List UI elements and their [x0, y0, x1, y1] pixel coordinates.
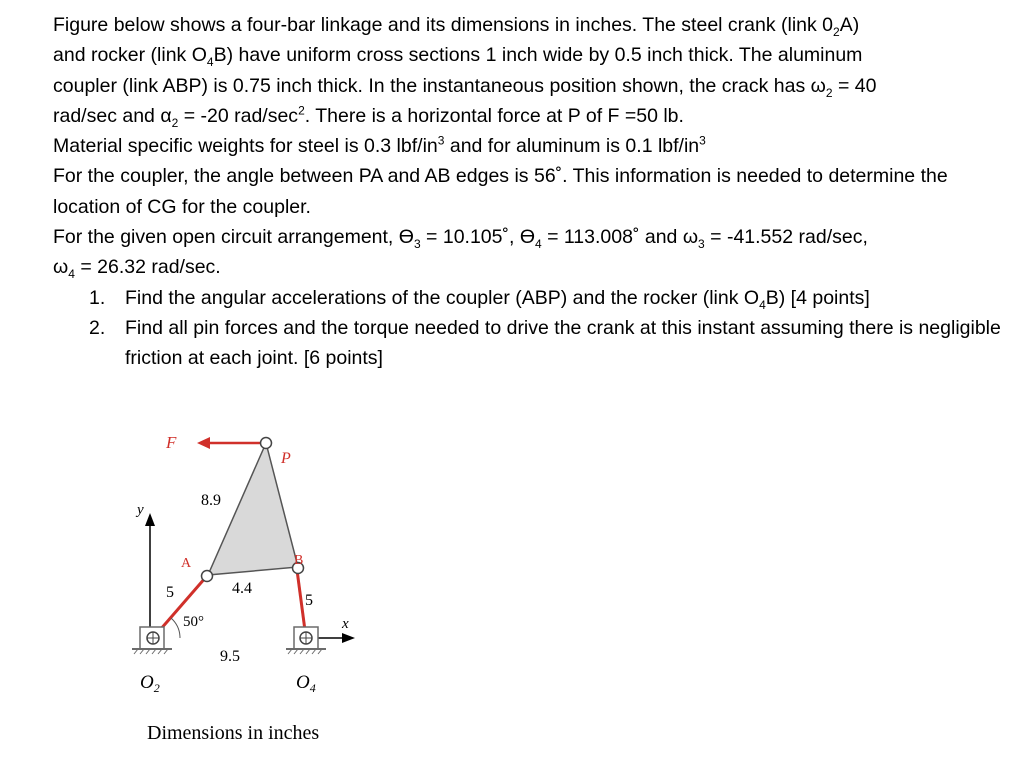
dim-4-4: 4.4 — [232, 580, 252, 597]
subscript: 2 — [171, 115, 179, 130]
y-axis-arrow — [145, 513, 155, 526]
dim-9-5: 9.5 — [220, 648, 240, 665]
label-b: B — [294, 553, 304, 568]
linkage-figure — [110, 425, 370, 755]
ground-support-o2 — [132, 627, 172, 654]
text-line: = -20 rad/sec — [178, 104, 299, 127]
task-list — [53, 283, 1013, 374]
label-o4-sub: 4 — [309, 681, 316, 695]
subscript: 2 — [833, 24, 840, 39]
linkage-diagram — [110, 425, 370, 725]
problem-statement — [53, 10, 1013, 374]
dim-5-left: 5 — [166, 584, 174, 601]
label-o4-letter: O — [296, 672, 310, 693]
text-line: B) have uniform cross sections 1 inch wide by 0.5 inch thick. The aluminum — [213, 44, 863, 67]
text-line: = 113.008˚ and ω — [541, 226, 699, 249]
subscript: 4 — [206, 55, 214, 70]
text-line: rad/sec and α — [53, 104, 172, 127]
text-line: = 40 — [832, 74, 877, 97]
dim-5-right: 5 — [305, 592, 313, 609]
task-text: Find all pin forces and the torque needed to drive the crank at this instant assuming there is negligible friction at each joint. [6 points] — [125, 316, 1001, 370]
label-p: P — [281, 450, 291, 467]
text-line: coupler (link ABP) is 0.75 inch thick. In the instantaneous position shown, the crack has ω — [53, 74, 826, 97]
list-number: 2. — [89, 316, 106, 339]
subscript: 4 — [535, 236, 542, 251]
list-number: 1. — [89, 286, 106, 309]
force-arrowhead — [197, 437, 210, 449]
subscript: 4 — [68, 267, 75, 282]
paragraph-kinematics — [53, 222, 1013, 283]
label-x: x — [342, 616, 349, 632]
task-item-2 — [53, 313, 1013, 374]
figure-caption: Dimensions in inches — [147, 722, 320, 744]
subscript: 2 — [825, 85, 833, 100]
task-item-1 — [53, 283, 1013, 313]
subscript: 4 — [759, 297, 766, 312]
x-axis-arrow — [342, 633, 355, 643]
label-f: F — [166, 433, 177, 452]
text-line: . There is a horizontal force at P of F =50 lb. — [304, 104, 684, 127]
superscript: 3 — [437, 133, 445, 148]
label-o4 — [296, 672, 316, 695]
text-line: and for aluminum is 0.1 lbf/in — [444, 135, 700, 158]
text-line: = -41.552 rad/sec, — [704, 226, 868, 249]
task-text: Find the angular accelerations of the coupler (ABP) and the rocker (link O — [125, 286, 760, 309]
label-a: A — [181, 556, 192, 571]
text-line: For the given open circuit arrangement, ϴ — [53, 226, 414, 249]
label-y: y — [137, 502, 144, 518]
pin-p — [261, 438, 272, 449]
text-line: A) — [839, 14, 860, 36]
angle-label: 50° — [183, 614, 204, 630]
label-o2-letter: O — [140, 672, 154, 693]
task-text: B) [4 points] — [765, 286, 870, 309]
text-line: Figure below shows a four-bar linkage and its dimensions in inches. The steel crank (link 0 — [53, 14, 834, 36]
text-line: = 26.32 rad/sec. — [74, 256, 221, 279]
angle-arc — [171, 618, 180, 638]
label-o2 — [140, 672, 160, 695]
text-line: and rocker (link O — [53, 44, 207, 67]
subscript: 3 — [698, 236, 705, 251]
text-line: Material specific weights for steel is 0.3 lbf/in — [53, 135, 438, 158]
paragraph-intro — [53, 10, 1013, 131]
superscript: 3 — [699, 133, 706, 148]
paragraph-materials — [53, 131, 1013, 161]
text-line: ω — [53, 256, 69, 279]
label-o2-sub: 2 — [153, 681, 160, 695]
text-line: = 10.105˚, ϴ — [420, 226, 535, 249]
superscript: 2 — [298, 103, 305, 118]
subscript: 3 — [413, 236, 421, 251]
pin-a — [202, 571, 213, 582]
dim-8-9: 8.9 — [201, 492, 221, 509]
paragraph-coupler: For the coupler, the angle between PA and AB edges is 56˚. This information is needed to determine the location of CG for the coupler. — [53, 165, 948, 218]
ground-support-o4 — [286, 627, 326, 654]
